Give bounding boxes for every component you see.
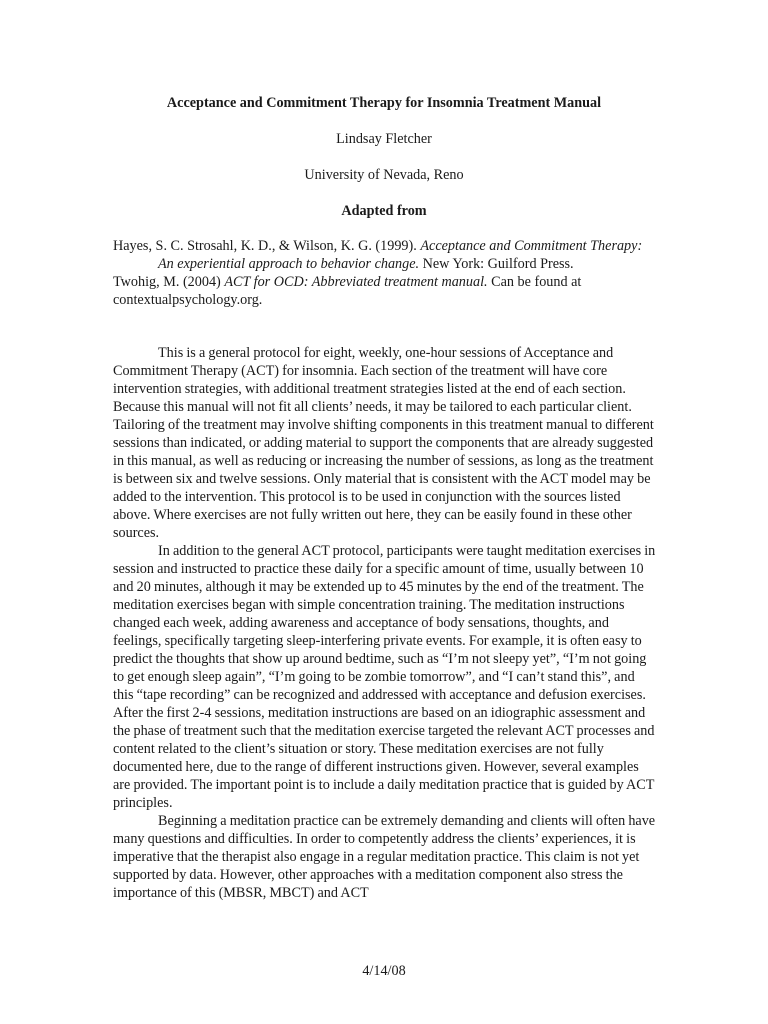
- reference-publisher: Can be found at contextualpsychology.org.: [113, 274, 582, 308]
- reference-item: [113, 237, 643, 273]
- body-text: [113, 344, 658, 902]
- reference-work-title: Acceptance and Commitment Therapy: An experiential approach to behavior change.: [158, 238, 643, 272]
- reference-list: [113, 237, 643, 309]
- reference-work-title: ACT for OCD: Abbreviated treatment manual.: [224, 274, 488, 290]
- reference-authors: Twohig, M. (2004): [113, 274, 225, 290]
- author-affiliation: University of Nevada, Reno: [304, 167, 464, 183]
- author-name: Lindsay Fletcher: [336, 131, 432, 147]
- body-paragraph: This is a general protocol for eight, weekly, one-hour sessions of Acceptance and Commitment Therapy (ACT) for insomnia. Each section of the treatment will have core intervention strategies, with additional treatment strategies listed at the end of each section. Because this manual will not fit all clients’ needs, it may be tailored to each particular client. Tailoring of the treatment may involve shifting components in this treatment manual to different sessions than indicated, or adding material to support the components that are already suggested in this manual, as well as reducing or increasing the number of sessions, as long as the treatment is between six and twelve sessions. Only material that is consistent with the ACT model may be added to the intervention. This protocol is to be used in conjunction with the sources listed above. Where exercises are not fully written out here, they can be easily found in these other sources.: [113, 345, 654, 541]
- reference-authors: Hayes, S. C. Strosahl, K. D., & Wilson, K. G. (1999).: [113, 238, 421, 254]
- document-title: Acceptance and Commitment Therapy for Insomnia Treatment Manual: [166, 95, 602, 111]
- adapted-from-heading: Adapted from: [341, 203, 427, 219]
- body-paragraph: In addition to the general ACT protocol, participants were taught meditation exercises in session and instructed to practice these daily for a specific amount of time, usually between 10 and 20 minutes, although it may be extended up to 45 minutes by the end of the treatment. The meditation exercises began with simple concentration training. The meditation instructions changed each week, adding awareness and acceptance of body sensations, thoughts, and feelings, specifically targeting sleep-interfering private events. For example, it is often easy to predict the thoughts that show up around bedtime, such as “I’m not sleepy yet”, “I’m not going to get enough sleep again”, “I’m going to be zombie tomorrow”, and “I can’t stand this”, and this “tape recording” can be recognized and addressed with acceptance and defusion exercises. After the first 2-4 sessions, meditation instructions are based on an idiographic assessment and the phase of treatment such that the meditation exercise targeted the relevant ACT processes and content related to the client’s situation or story. These meditation exercises are not fully documented here, due to the range of different instructions given. However, several examples are provided. The important point is to include a daily meditation practice that is guided by ACT principles.: [113, 543, 656, 811]
- reference-item: [113, 273, 643, 309]
- body-paragraph: Beginning a meditation practice can be extremely demanding and clients will often have many questions and difficulties. In order to competently address the clients’ experiences, it is imperative that the therapist also engage in a regular meditation practice. This claim is not yet supported by data. However, other approaches with a meditation component also stress the importance of this (MBSR, MBCT) and ACT: [113, 813, 656, 901]
- footer-date: 4/14/08: [362, 963, 406, 979]
- reference-publisher: New York: Guilford Press.: [419, 256, 574, 272]
